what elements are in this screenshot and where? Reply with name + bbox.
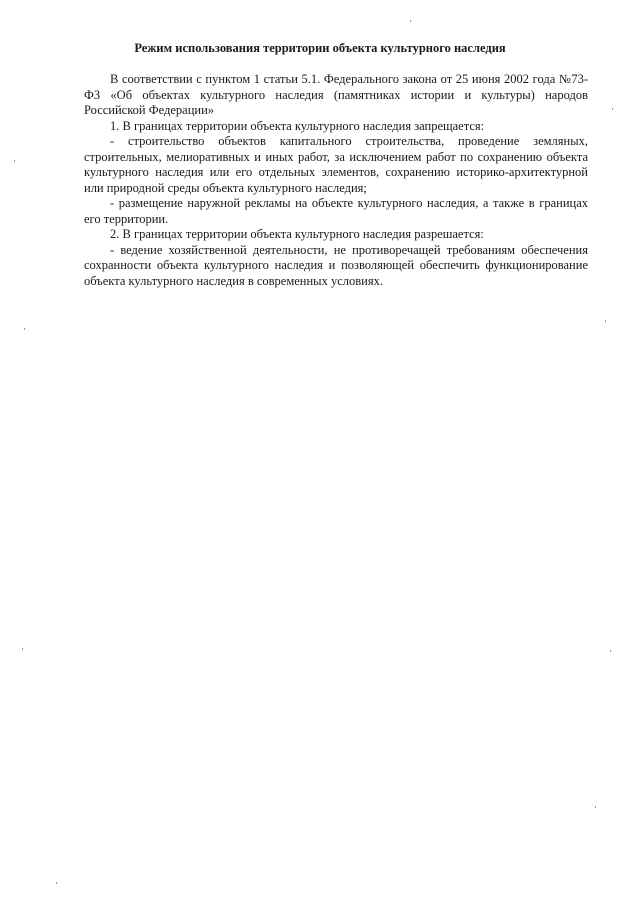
paragraph-permitted-heading: 2. В границах территории объекта культурного наследия разрешается:	[110, 227, 484, 241]
scan-speck	[605, 320, 606, 322]
paragraph-intro: В соответствии с пунктом 1 статьи 5.1. Федерального закона от 25 июня 2002 года №73-ФЗ «Об объектах культурного наследия (памятниках истории и культуры) народов Российской Федерации»	[84, 72, 588, 117]
scan-speck	[56, 882, 57, 884]
scan-speck	[14, 160, 15, 162]
paragraph-permitted-activity: - ведение хозяйственной деятельности, не противоречащей требованиям обеспечения сохранности объекта культурного наследия и позволяющей обеспечить функционирование объекта культурного наследия в современных условиях.	[84, 242, 588, 288]
scan-speck	[610, 650, 611, 652]
document-title: Режим использования территории объекта культурного наследия	[134, 41, 506, 55]
scan-speck	[595, 806, 596, 808]
document-body	[84, 72, 588, 289]
scan-speck	[24, 328, 25, 330]
paragraph-prohibited-heading: 1. В границах территории объекта культурного наследия запрещается:	[110, 118, 485, 133]
scan-speck	[410, 20, 411, 22]
paragraph-prohibited-construction: - строительство объектов капитального строительства, проведение земляных, строительных, мелиоративных и иных работ, за исключением работ по сохранению объекта культурного наследия или его отдельных элементов, сохранению историко-архитектурной или природной среды объекта культурного наследия;	[84, 134, 588, 195]
scan-speck	[22, 648, 23, 650]
paragraph-prohibited-advertising: - размещение наружной рекламы на объекте культурного наследия, а также в границах его территории.	[84, 196, 588, 226]
scan-speck	[612, 108, 613, 110]
